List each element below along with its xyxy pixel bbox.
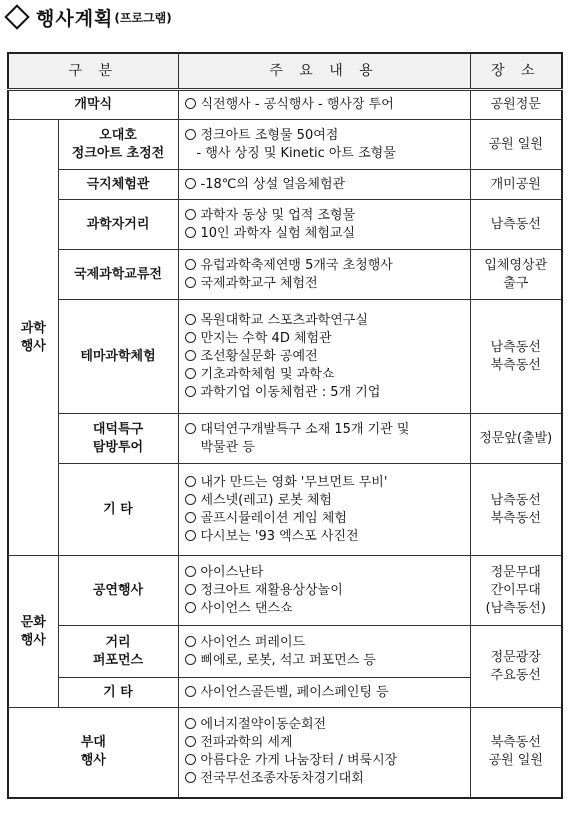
list-item: 내가 만드는 영화 '무브먼트 무비' <box>185 474 466 492</box>
row-place: 북측동선 공원 일원 <box>470 708 562 798</box>
table-row <box>8 250 562 300</box>
table-row <box>8 414 562 464</box>
circle-bullet-icon <box>185 129 196 140</box>
list-item: 조선황실문화 공예전 <box>185 348 466 366</box>
list-item: 10인 과학자 실험 체험교실 <box>185 225 466 243</box>
circle-bullet-icon <box>185 178 196 189</box>
list-item: 국제과학교구 체험전 <box>185 275 466 293</box>
table-row <box>8 556 562 626</box>
list-item: 정크아트 조형물 50여점 <box>185 127 466 145</box>
list-item: 기초과학체험 및 과학쇼 <box>185 366 466 384</box>
list-item: 과학기업 이동체험관 : 5개 기업 <box>185 384 466 402</box>
table-row <box>8 626 562 678</box>
circle-bullet-icon <box>185 584 196 595</box>
circle-bullet-icon <box>185 209 196 220</box>
row-place: 공원 일원 <box>470 120 562 170</box>
list-item: 골프시뮬레이션 게임 체험 <box>185 510 466 528</box>
page-title <box>4 2 172 32</box>
group-label-science: 과학 행사 <box>8 120 58 556</box>
row-label: 기 타 <box>58 464 178 556</box>
table-row <box>8 170 562 200</box>
circle-bullet-icon <box>185 512 196 523</box>
row-place: 남측동선 북측동선 <box>470 464 562 556</box>
list-item: 전국무선조종자동차경기대회 <box>185 770 466 788</box>
list-item: 박물관 등 <box>200 439 255 455</box>
row-content <box>178 120 470 170</box>
row-content <box>178 250 470 300</box>
list-item: 사이언스 댄스쇼 <box>185 600 466 618</box>
row-label: 과학자거리 <box>58 200 178 250</box>
circle-bullet-icon <box>185 314 196 325</box>
list-item: 만지는 수학 4D 체험관 <box>185 330 466 348</box>
circle-bullet-icon <box>185 494 196 505</box>
row-place: 남측동선 북측동선 <box>470 300 562 414</box>
table-header <box>8 53 562 90</box>
table-row <box>8 120 562 170</box>
circle-bullet-icon <box>185 736 196 747</box>
row-label: 국제과학교류전 <box>58 250 178 300</box>
circle-bullet-icon <box>185 277 196 288</box>
list-item: 목원대학교 스포츠과학연구실 <box>185 312 466 330</box>
row-content <box>178 626 470 678</box>
list-item: - 행사 상징 및 Kinetic 아트 조형물 <box>196 145 396 161</box>
list-item: 다시보는 '93 엑스포 사진전 <box>185 528 466 546</box>
row-label-opening: 개막식 <box>8 90 178 120</box>
row-place: 정문광장 주요동선 <box>470 626 562 708</box>
header-place: 장 소 <box>470 53 562 90</box>
table-row <box>8 708 562 798</box>
circle-bullet-icon <box>185 476 196 487</box>
row-content <box>178 90 470 120</box>
row-label: 오대호 정크아트 초정전 <box>58 120 178 170</box>
table-row <box>8 300 562 414</box>
list-item: 세스넷(레고) 로봇 체험 <box>185 492 466 510</box>
row-content <box>178 300 470 414</box>
list-item: 식전행사 - 공식행사 - 행사장 투어 <box>185 96 466 114</box>
row-place: 입체영상관 출구 <box>470 250 562 300</box>
circle-bullet-icon <box>185 530 196 541</box>
circle-bullet-icon <box>185 350 196 361</box>
circle-bullet-icon <box>185 98 196 109</box>
title-main: 행사계획 <box>36 7 114 30</box>
list-item: 에너지절약이동순회전 <box>185 716 466 734</box>
row-label: 공연행사 <box>58 556 178 626</box>
circle-bullet-icon <box>185 227 196 238</box>
table-row <box>8 464 562 556</box>
list-item: -18℃의 상설 얼음체험관 <box>185 176 466 194</box>
circle-bullet-icon <box>185 602 196 613</box>
list-item: 사이언스 퍼레이드 <box>185 634 466 652</box>
list-item: 아이스난타 <box>185 564 466 582</box>
row-content <box>178 708 470 798</box>
row-content <box>178 556 470 626</box>
list-item: 사이언스골든벨, 페이스페인팅 등 <box>185 684 466 702</box>
row-place: 남측동선 <box>470 200 562 250</box>
row-label: 기 타 <box>58 678 178 708</box>
diamond-icon <box>4 4 29 29</box>
row-content <box>178 678 470 708</box>
circle-bullet-icon <box>185 772 196 783</box>
row-content <box>178 170 470 200</box>
circle-bullet-icon <box>185 423 196 434</box>
row-label-side: 부대 행사 <box>8 708 178 798</box>
circle-bullet-icon <box>185 754 196 765</box>
row-place: 개미공원 <box>470 170 562 200</box>
circle-bullet-icon <box>185 332 196 343</box>
circle-bullet-icon <box>185 259 196 270</box>
row-place: 공원정문 <box>470 90 562 120</box>
row-label: 거리 퍼포먼스 <box>58 626 178 678</box>
circle-bullet-icon <box>185 636 196 647</box>
row-content <box>178 414 470 464</box>
list-item: 정크아트 재활용상상놀이 <box>185 582 466 600</box>
circle-bullet-icon <box>185 718 196 729</box>
program-table <box>7 52 563 799</box>
list-item: 과학자 동상 및 업적 조형물 <box>185 207 466 225</box>
row-content <box>178 464 470 556</box>
list-item: 아름다운 가게 나눔장터 / 벼룩시장 <box>185 752 466 770</box>
circle-bullet-icon <box>185 368 196 379</box>
row-label: 테마과학체험 <box>58 300 178 414</box>
list-item: 삐에로, 로봇, 석고 퍼포먼스 등 <box>185 652 466 670</box>
list-item: 대덕연구개발특구 소재 15개 기관 및 <box>185 421 466 439</box>
row-content <box>178 200 470 250</box>
row-place: 정문무대 간이무대 (남측동선) <box>470 556 562 626</box>
row-label: 극지체험관 <box>58 170 178 200</box>
table-row <box>8 200 562 250</box>
row-label: 대덕특구 탐방투어 <box>58 414 178 464</box>
group-label-culture: 문화 행사 <box>8 556 58 708</box>
list-item: 유럽과학축제연맹 5개국 초청행사 <box>185 257 466 275</box>
header-category: 구 분 <box>8 53 178 90</box>
list-item: 전파과학의 세계 <box>185 734 466 752</box>
circle-bullet-icon <box>185 386 196 397</box>
circle-bullet-icon <box>185 566 196 577</box>
table-row <box>8 90 562 120</box>
row-place: 정문앞(출발) <box>470 414 562 464</box>
header-content: 주 요 내 용 <box>178 53 470 90</box>
circle-bullet-icon <box>185 686 196 697</box>
title-sub: (프로그램) <box>114 10 172 25</box>
circle-bullet-icon <box>185 654 196 665</box>
